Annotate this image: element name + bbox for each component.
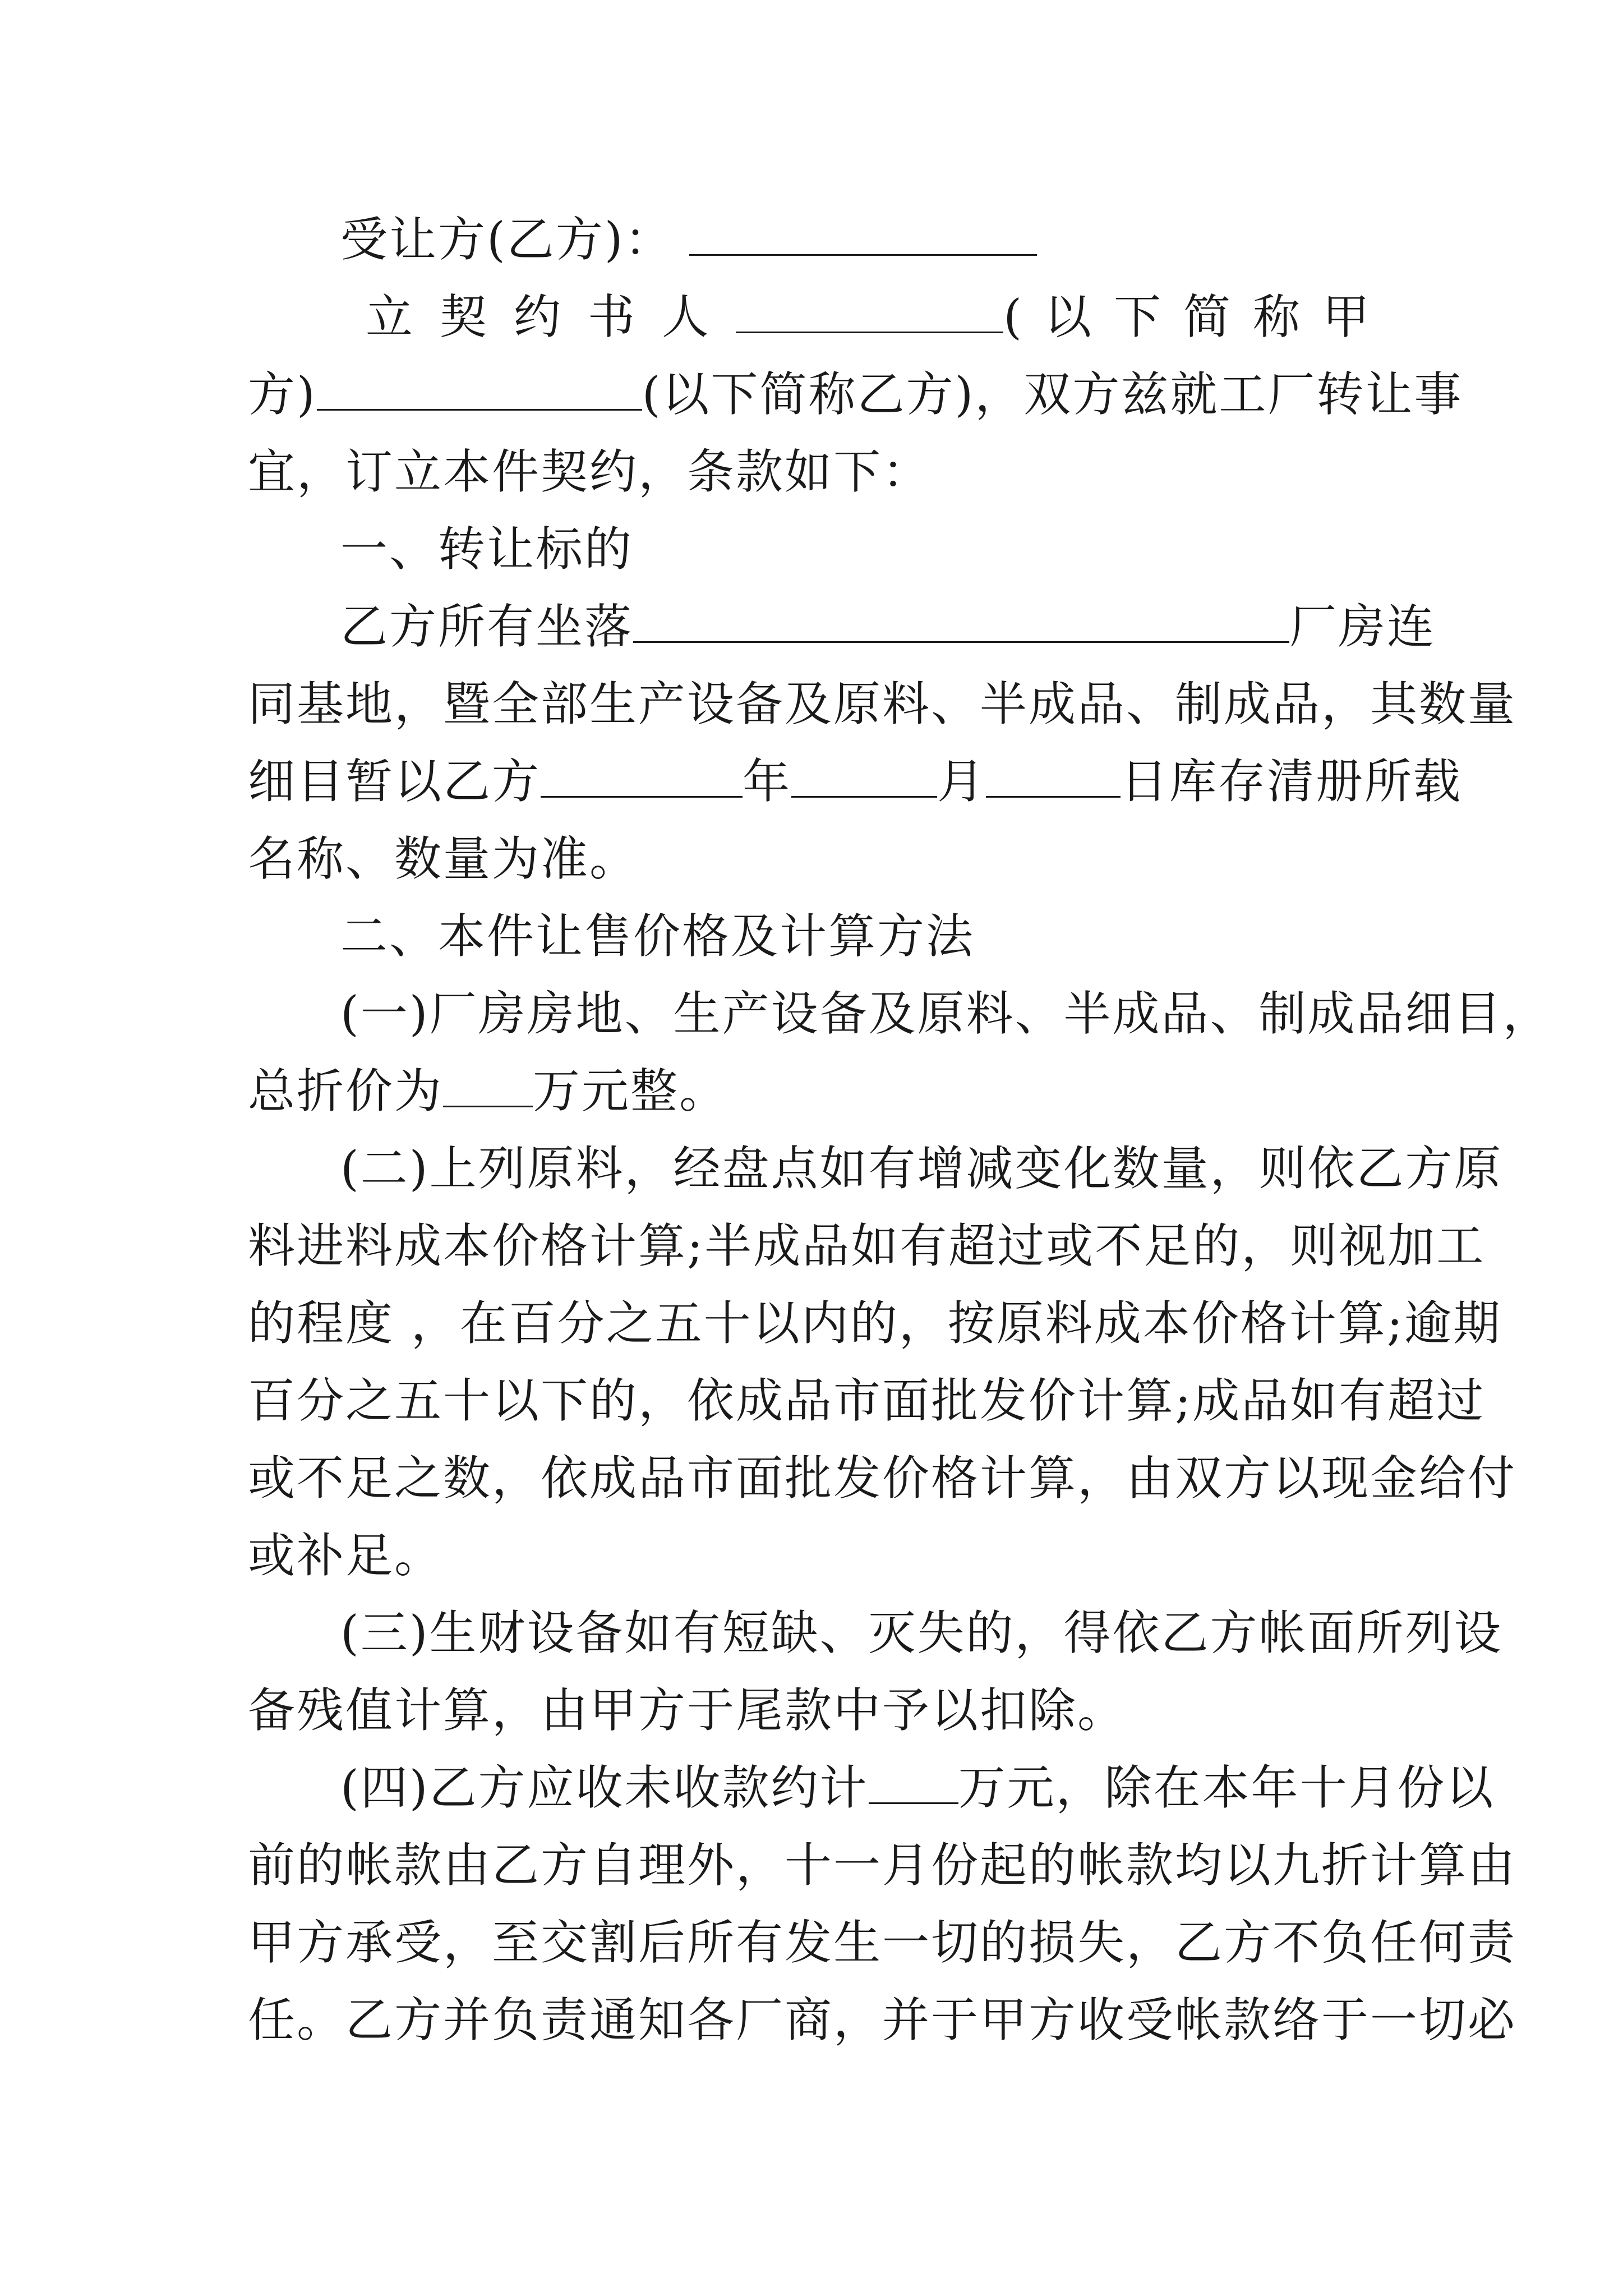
year-label: 年	[743, 754, 792, 809]
transferee-blank	[689, 217, 1037, 256]
clause-4-line-2: 前的帐款由乙方自理外，十一月份起的帐款均以九折计算由	[248, 1838, 1517, 1893]
month-label: 月	[937, 754, 986, 809]
clause-1-line-1: (一)厂房房地、生产设备及原料、半成品、制成品细目，	[340, 986, 1552, 1041]
day-label: 日库存清册所载	[1121, 754, 1463, 809]
clause-4-line-1	[248, 1749, 1495, 1826]
total-price-label: 总折价为	[248, 1064, 444, 1119]
clause-2-line-5: 或不足之数，依成品市面批发价格计算，由双方以现金给付	[248, 1451, 1517, 1506]
party-b-blank	[317, 372, 642, 411]
clause-4-line-3: 甲方承受，至交割后所有发生一切的损失，乙方不负任何责	[248, 1915, 1517, 1970]
clause-2-line-4: 百分之五十以下的，依成品市面批发价计算;成品如有超过	[248, 1373, 1486, 1428]
transferee-label: 受让方(乙方)：	[340, 212, 674, 267]
clause-3-line-1: (三)生财设备如有短缺、灭失的，得依乙方帐面所列设	[340, 1605, 1503, 1660]
preamble-line-3: 宜，订立本件契约，条款如下：	[248, 444, 932, 499]
clause-3-line-2: 备残值计算，由甲方于尾款中予以扣除。	[248, 1683, 1127, 1738]
transferee-line	[248, 201, 1392, 278]
clause-1-line-2	[248, 1052, 1392, 1130]
preamble-line-1	[248, 278, 1392, 356]
clause-2-line-3: 的程度 ，在百分之五十以内的，按原料成本价格计算;逾期	[248, 1296, 1502, 1351]
contract-body	[248, 201, 1552, 2059]
clause-2-line-2: 料进料成本价格计算;半成品如有超过或不足的，则视加工	[248, 1218, 1486, 1273]
section-1-heading: 一、转让标的	[340, 522, 634, 577]
location-blank	[633, 604, 1289, 643]
inventory-label: 细目暂以乙方	[248, 754, 541, 809]
preamble-abbr-a: (以下简称甲	[1003, 289, 1392, 344]
section-1-line-1	[248, 588, 1436, 665]
day-blank	[986, 759, 1121, 798]
section-1-line-2: 同基地，暨全部生产设备及原料、半成品、制成品，其数量	[248, 677, 1517, 731]
clause-2-line-6: 或补足。	[248, 1528, 444, 1583]
clause-4-line-4: 任。乙方并负责通知各厂商，并于甲方收受帐款络于一切必	[248, 1993, 1517, 2047]
receivables-tail: 万元，除在本年十月份以	[958, 1760, 1495, 1815]
month-blank	[791, 759, 937, 798]
location-label: 乙方所有坐落	[340, 599, 634, 654]
preamble-line-2	[248, 356, 1463, 433]
preamble-signer-label: 立契约书人	[366, 289, 736, 344]
section-1-line-4: 名称、数量为准。	[248, 831, 639, 886]
clause-2-line-1: (二)上列原料，经盘点如有增减变化数量，则依乙方原	[340, 1141, 1503, 1196]
total-price-unit: 万元整。	[533, 1064, 728, 1119]
year-blank	[541, 759, 743, 798]
total-price-blank	[443, 1069, 533, 1107]
receivables-blank	[869, 1765, 958, 1804]
receivables-label: (四)乙方应收未收款约计	[340, 1760, 869, 1815]
party-a-blank	[736, 295, 1003, 333]
preamble-abbr-b: (以下简称乙方)，双方兹就工厂转让事	[642, 367, 1463, 422]
preamble-fang: 方)	[248, 367, 317, 422]
section-2-heading: 二、本件让售价格及计算方法	[340, 909, 975, 964]
location-tail: 厂房连	[1289, 599, 1436, 654]
section-1-line-3	[248, 743, 1463, 820]
